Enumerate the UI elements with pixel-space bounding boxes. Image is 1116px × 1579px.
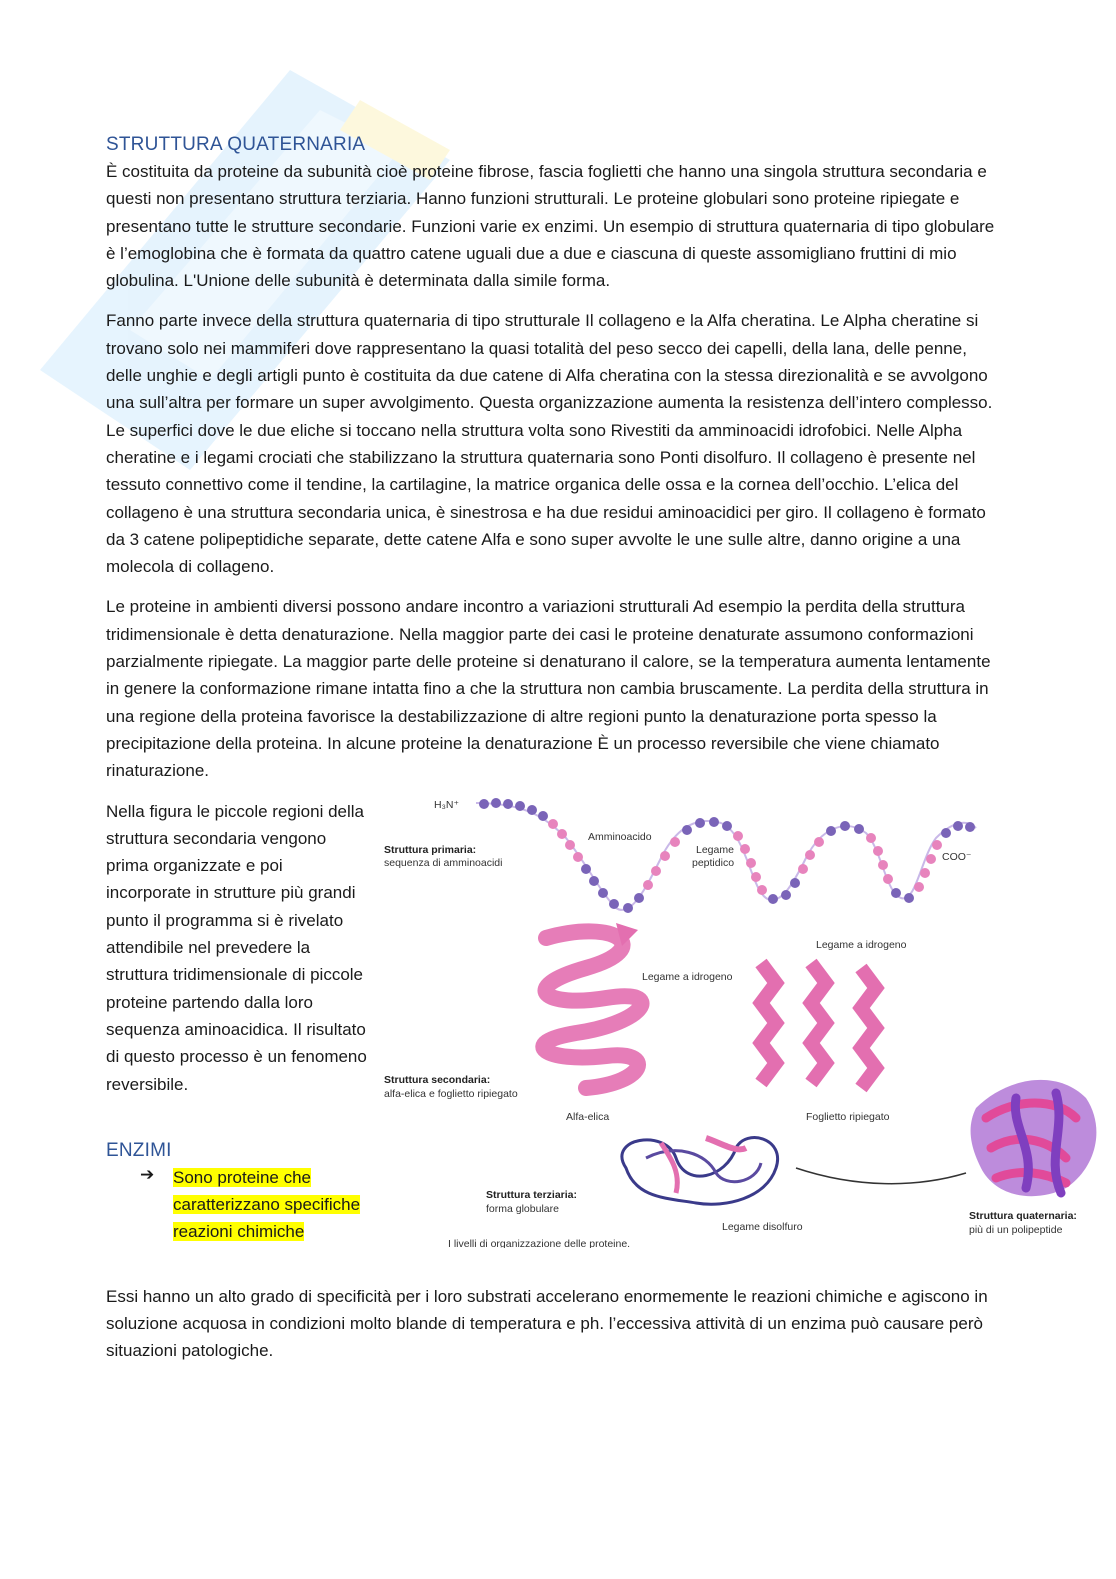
- primary-structure-sub: sequenza di amminoacidi: [384, 856, 503, 869]
- secondary-structure-sub: alfa-elica e foglietto ripiegato: [384, 1087, 518, 1100]
- figure-row: [106, 798, 1077, 1283]
- alpha-helix-ribbon: [543, 923, 641, 1088]
- tertiary-structure-title: Struttura terziaria:: [486, 1188, 578, 1201]
- secondary-structure-title: Struttura secondaria:: [384, 1073, 491, 1086]
- peptide-bond-label-2: peptidico: [692, 856, 735, 869]
- section-title-quaternaria: STRUTTURA QUATERNARIA: [106, 134, 366, 155]
- figure-side-text: Nella figura le piccole regioni della struttura secondaria vengono prima organizzate e poi incorporate in strutture più grandi punto il programma si è rivelato attendibile nel prevedere la struttura tridimensionale di piccole proteine partendo dalla loro sequenza aminoacidica. Il risultato di questo processo è un fenomeno reversibile.: [106, 801, 367, 1094]
- arrow-right-icon: ➔: [140, 1164, 155, 1184]
- section-title-enzimi: ENZIMI: [106, 1139, 172, 1161]
- paragraph-3: Le proteine in ambienti diversi possono andare incontro a variazioni strutturali Ad esempio la perdita della struttura tridimensionale è detta denaturazione. Nella maggior parte dei casi le proteine denaturate assumono conformazioni parzialmente ripiegate. La maggior parte delle proteine si denaturano il calore, se la temperatura aumenta lentamente in genere la conformazione rimane intatta fino a che la struttura non cambia bruscamente. La perdita della struttura in una regione della proteina favorisce la destabilizzazione di altre regioni punto la denaturazione porta spesso la precipitazione della proteina. In alcune proteine la denaturazione È un processo reversibile che viene chiamato rinaturazione.: [106, 597, 991, 781]
- figure-caption: I livelli di organizzazione delle proteine.: [448, 1237, 631, 1248]
- protein-structure-figure: [376, 798, 1111, 1248]
- disulfide-bond-label: Legame disolfuro: [722, 1220, 803, 1233]
- hydrogen-bond-label-b: Legame a idrogeno: [816, 938, 907, 951]
- peptide-bond-label-1: Legame: [696, 843, 734, 856]
- paragraph-2: Fanno parte invece della struttura quaternaria di tipo strutturale Il collageno e la Alfa cheratina. Le Alpha cheratine si trovano solo nei mammiferi dove rappresentano la quasi totalità del peso secco dei capelli, della lana, delle penne, delle unghie e degli artigli punto è costituita da due catene di Alfa cheratina con la stessa direzionalità e se avvolgono una sull’altra per formare un super avvolgimento. Questa organizzazione aumenta la resistenza dell’intero complesso. Le superfici dove le due eliche si toccano nella struttura volta sono Rivestiti da amminoacidi idrofobici. Nelle Alpha cheratine e i legami crociati che stabilizzano la struttura quaternaria sono Ponti disolfuro. Il collageno è presente nel tessuto connettivo come il tendine, la cartilagine, la matrice organica delle ossa e la cornea dell’occhio. L’elica del collageno è una struttura secondaria unica, è sinestrosa e ha due residui aminoacidici per giro. Il collageno è formato da 3 catene polipeptidiche separate, dette catene Alfa e sono super avvolte le une sulle altre, danno origine a una molecola di collageno.: [106, 311, 993, 577]
- beta-sheet-label: Foglietto ripiegato: [806, 1110, 890, 1123]
- quaternary-structure-sub: più di un polipeptide: [969, 1223, 1063, 1236]
- hydrogen-bond-label-a: Legame a idrogeno: [642, 970, 733, 983]
- quaternary-structure-title: Struttura quaternaria:: [969, 1209, 1077, 1222]
- highlighted-text: Sono proteine che caratterizzano specifiche reazioni chimiche: [173, 1167, 361, 1242]
- quaternary-structure-image: [971, 1079, 1097, 1195]
- tertiary-structure-sub: forma globulare: [486, 1202, 559, 1215]
- document-page: [106, 132, 1077, 1377]
- primary-structure-title: Struttura primaria:: [384, 843, 477, 856]
- coo-label: COO⁻: [942, 850, 972, 863]
- alpha-helix-label: Alfa-elica: [566, 1110, 610, 1123]
- bullet-item: [140, 1164, 380, 1246]
- paragraph-1: È costituita da proteine da subunità cioè proteine fibrose, fascia foglietti che hanno una singola struttura secondaria e questi non presentano struttura terziaria. Hanno funzioni strutturali. Le proteine globulari sono proteine ripiegate e presentano tutte le strutture secondarie. Funzioni varie ex enzimi. Un esempio di struttura quaternaria di tipo globulare è l’emoglobina che è formata da quattro catene uguali due a due e ciascuna di queste assomigliano fruttini di mio globulina. L'Unione delle subunità è determinata dalla simile forma.: [106, 162, 995, 291]
- aminoacid-label: Amminoacido: [588, 830, 652, 843]
- tertiary-globule: [622, 1137, 778, 1204]
- enzimi-paragraph: Essi hanno un alto grado di specificità per i loro substrati accelerano enormemente le reazioni chimiche e agiscono in soluzione acquosa in condizioni molto blande di temperatura e ph. l’eccessiva attività di un enzima può causare però situazioni patologiche.: [106, 1286, 988, 1361]
- h3n-label: H₃N⁺: [434, 798, 459, 811]
- beta-sheet-ribbons: [761, 963, 876, 1088]
